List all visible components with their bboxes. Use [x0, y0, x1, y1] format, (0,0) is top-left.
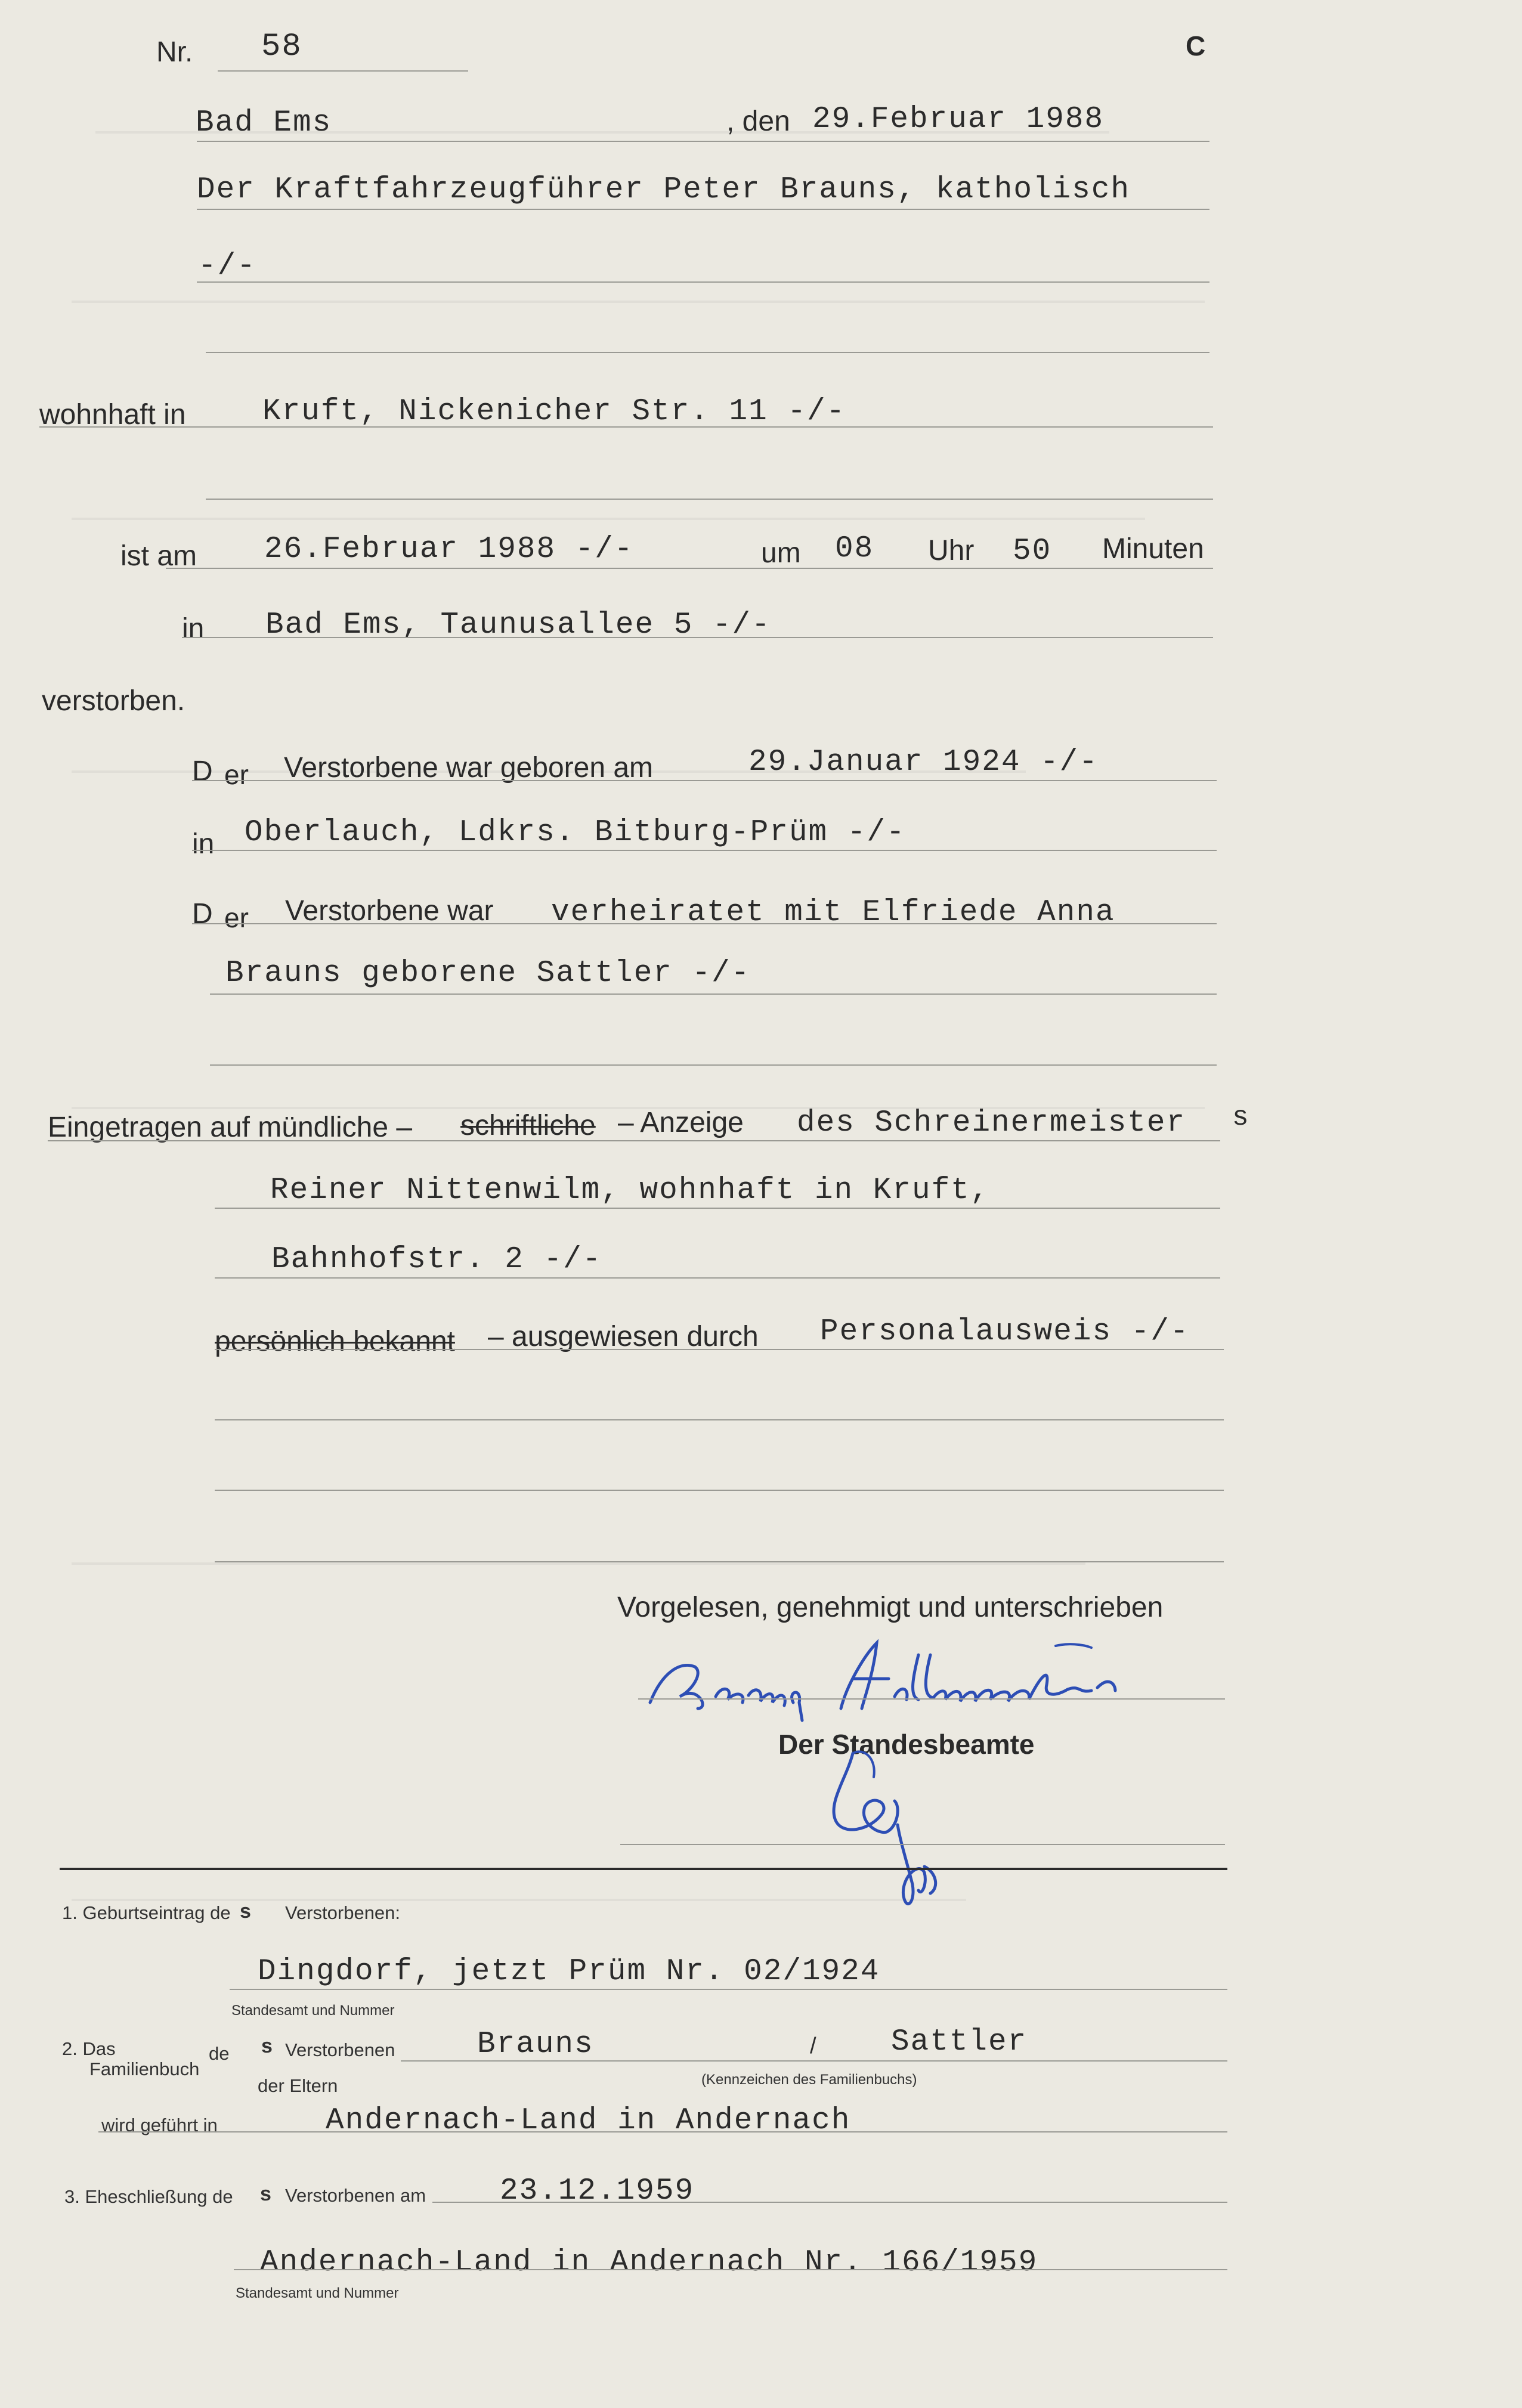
- marriage-label: Verstorbene war: [285, 895, 494, 927]
- birth-d-label: D: [192, 756, 213, 787]
- family-book-eltern: der Eltern: [258, 2075, 338, 2096]
- family-book-de: de: [209, 2043, 230, 2064]
- minuten-label: Minuten: [1102, 533, 1204, 565]
- death-minutes: 50: [1013, 534, 1052, 568]
- birth-date: 29.Januar 1924 -/-: [748, 745, 1099, 779]
- personally-known-struck: persönlich bekannt: [215, 1326, 455, 1357]
- marriage-entry-label-a: 3. Eheschließung de: [64, 2186, 233, 2207]
- registration-underline-3: [215, 1277, 1220, 1279]
- blank-line-2: [215, 1490, 1224, 1491]
- marriage-entry-s: s: [260, 2183, 271, 2205]
- um-label: um: [761, 537, 801, 569]
- kept-in-value: Andernach-Land in Andernach: [326, 2104, 851, 2138]
- place-of-registration: Bad Ems: [196, 106, 332, 140]
- person-underline-1: [197, 209, 1209, 210]
- birth-entry-s: s: [240, 1900, 251, 1923]
- family-book-name-1: Brauns: [477, 2028, 594, 2062]
- residence-underline-2: [206, 499, 1213, 500]
- standesamt-nummer-1: Standesamt und Nummer: [231, 2002, 395, 2019]
- verstorben-label: verstorben.: [42, 685, 185, 717]
- birth-entry-label-a: 1. Geburtseintrag de: [62, 1902, 231, 1923]
- registrar-signature: [817, 1741, 966, 1920]
- residence-value: Kruft, Nickenicher Str. 11 -/-: [262, 395, 846, 429]
- death-place-in-label: in: [182, 613, 205, 645]
- informant-address: Bahnhofstr. 2 -/-: [271, 1243, 602, 1277]
- birth-entry-label-b: Verstorbenen:: [285, 1902, 401, 1923]
- registration-label-b: – Anzeige: [618, 1107, 744, 1138]
- birth-entry-underline: [230, 1989, 1227, 1990]
- family-book-kennzeichen: (Kennzeichen des Familienbuchs): [701, 2072, 917, 2088]
- nr-underline: [218, 70, 468, 72]
- residence-label: wohnhaft in: [39, 399, 186, 431]
- marriage-underline-1: [192, 923, 1217, 924]
- informant-title-s: s: [1232, 1102, 1250, 1133]
- registrar-label: Der Standesbeamte: [778, 1729, 1035, 1760]
- person-line-2: -/-: [198, 249, 256, 283]
- blank-line-3: [215, 1561, 1224, 1562]
- family-book-slash: /: [810, 2034, 816, 2059]
- birth-place-underline: [192, 850, 1217, 851]
- residence-underline-1: [39, 426, 1213, 428]
- deceased-description: Der Kraftfahrzeugführer Peter Brauns, katholisch: [197, 173, 1131, 207]
- nr-value: 58: [261, 29, 302, 65]
- kept-in-underline: [98, 2131, 1227, 2132]
- marriage-line-1: verheiratet mit Elfriede Anna: [551, 896, 1115, 930]
- informant-name: Reiner Nittenwilm, wohnhaft in Kruft,: [270, 1174, 990, 1208]
- marriage-line-2: Brauns geborene Sattler -/-: [225, 957, 751, 991]
- family-book-label-b: Familienbuch: [89, 2059, 200, 2079]
- registration-underline-2: [215, 1208, 1220, 1209]
- identification-underline: [215, 1349, 1224, 1350]
- marriage-office: Andernach-Land in Andernach Nr. 166/1959: [260, 2246, 1038, 2280]
- family-book-label-a: 2. Das: [62, 2038, 116, 2059]
- marriage-underline-3: [210, 1064, 1217, 1066]
- informant-signature-line: [638, 1698, 1225, 1700]
- place-date-underline: [197, 141, 1209, 142]
- registration-date: 29.Februar 1988: [812, 103, 1105, 137]
- person-underline-2: [197, 281, 1209, 283]
- standesamt-nummer-2: Standesamt und Nummer: [236, 2285, 399, 2301]
- den-label: , den: [726, 106, 790, 137]
- identified-by-label: – ausgewiesen durch: [488, 1321, 759, 1352]
- death-date: 26.Februar 1988 -/-: [264, 533, 634, 567]
- registrar-signature-line: [620, 1844, 1225, 1845]
- informant-signature: [638, 1619, 1175, 1738]
- marriage-entry-label-b: Verstorbenen am: [285, 2185, 426, 2206]
- uhr-label: Uhr: [928, 535, 975, 567]
- read-approved-label: Vorgelesen, genehmigt und unterschrieben: [617, 1592, 1164, 1623]
- death-place-underline: [182, 637, 1213, 638]
- birth-er-label: er: [224, 759, 249, 790]
- registration-label-struck: schriftliche: [460, 1110, 596, 1141]
- person-underline-3: [206, 352, 1209, 353]
- nr-label: Nr.: [156, 36, 193, 68]
- marriage-underline-2: [210, 993, 1217, 995]
- footer-divider: [60, 1868, 1227, 1870]
- death-hour: 08: [835, 532, 874, 566]
- marriage-er-label: er: [224, 902, 249, 933]
- birth-label: Verstorbene war geboren am: [284, 752, 654, 784]
- family-book-s: s: [261, 2035, 273, 2057]
- birth-date-underline: [192, 780, 1217, 781]
- informant-title: des Schreinermeister: [797, 1106, 1186, 1140]
- death-place: Bad Ems, Taunusallee 5 -/-: [265, 608, 771, 642]
- registration-underline-1: [48, 1140, 1220, 1141]
- id-document: Personalausweis -/-: [820, 1315, 1190, 1349]
- death-time-underline: [166, 568, 1213, 569]
- marriage-entry-date: 23.12.1959: [500, 2174, 695, 2208]
- form-letter: C: [1186, 30, 1206, 61]
- marriage-d-label: D: [192, 898, 213, 930]
- family-book-underline: [401, 2060, 1227, 2062]
- birth-place: Oberlauch, Ldkrs. Bitburg-Prüm -/-: [245, 816, 906, 850]
- registration-label-a: Eingetragen auf mündliche –: [48, 1112, 413, 1143]
- family-book-verst: Verstorbenen: [285, 2039, 395, 2060]
- kept-in-label: wird geführt in: [101, 2115, 218, 2135]
- marriage-office-underline: [234, 2269, 1227, 2270]
- birth-entry-value: Dingdorf, jetzt Prüm Nr. 02/1924: [258, 1955, 880, 1989]
- blank-line-1: [215, 1419, 1224, 1420]
- birth-place-in-label: in: [192, 828, 215, 860]
- family-book-name-2: Sattler: [891, 2025, 1028, 2059]
- marriage-entry-underline: [432, 2202, 1227, 2203]
- ist-am-label: ist am: [120, 540, 197, 572]
